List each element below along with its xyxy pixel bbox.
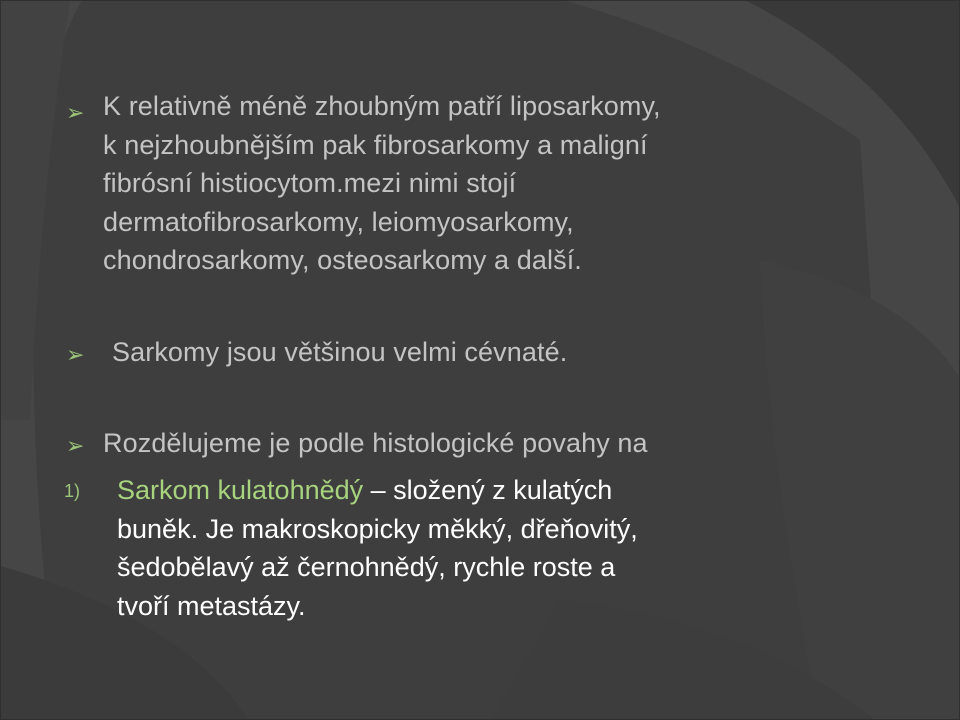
list-number: 1) <box>64 481 81 501</box>
bullet-text <box>103 424 943 463</box>
bullet-text <box>103 87 943 280</box>
bullet-text <box>112 333 932 372</box>
term-definition: – složený z kulatých <box>363 475 613 505</box>
numbered-text <box>117 471 937 625</box>
bullet-line: Rozdělujeme je podle histologické povahy na <box>103 428 648 458</box>
numbered-line: tvoří metastázy. <box>117 590 306 621</box>
numbered-line: buněk. Je makroskopicky měkký, dřeňovitý, <box>117 513 638 544</box>
bullet-line: dermatofibrosarkomy, leiomyosarkomy, <box>103 206 574 237</box>
numbered-first-line <box>117 471 937 510</box>
arrow-bullet-icon: ➢ <box>66 433 85 458</box>
arrow-bullet-icon: ➢ <box>66 342 85 367</box>
bullet-line: chondrosarkomy, osteosarkomy a další. <box>103 245 582 275</box>
bullet-line: K relativně méně zhoubným patří liposarkomy, <box>103 91 661 121</box>
bullet-line: fibrósní histiocytom.mezi nimi stojí <box>103 168 517 198</box>
bullet-line: Sarkomy jsou většinou velmi cévnaté. <box>112 337 568 367</box>
numbered-line: šedobělavý až černohnědý, rychle roste a <box>117 552 616 582</box>
bullet-line: k nejzhoubnějším pak fibrosarkomy a maligní <box>103 129 648 160</box>
arrow-bullet-icon: ➢ <box>66 100 85 125</box>
term-highlight: Sarkom kulatohnědý <box>117 475 364 505</box>
